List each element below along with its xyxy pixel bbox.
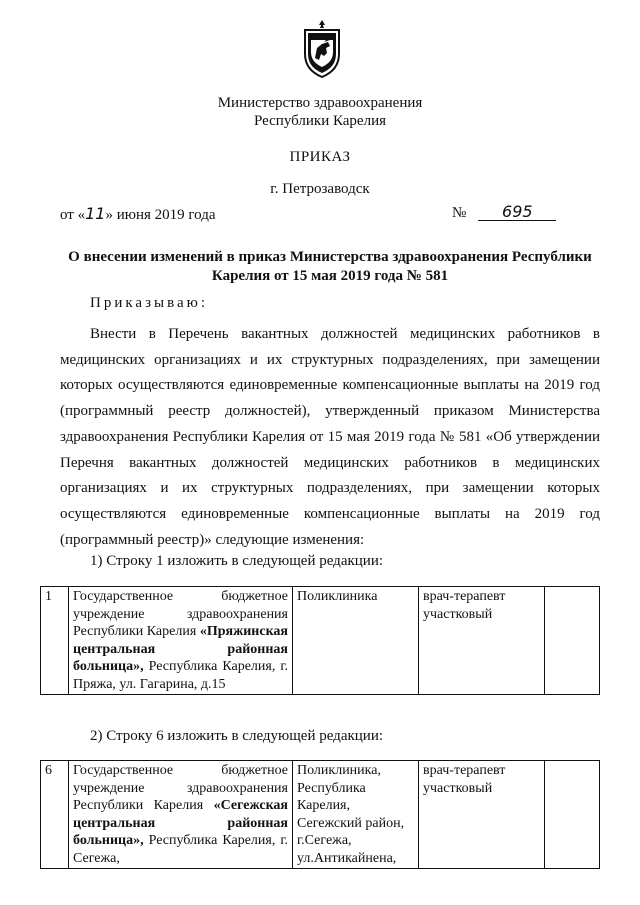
table-row bbox=[41, 587, 600, 695]
date-prefix: от « bbox=[60, 207, 86, 223]
document-type: ПРИКАЗ bbox=[289, 149, 351, 165]
number-label: № bbox=[452, 205, 467, 221]
heading-line1: О внесении изменений в приказ Министерства здравоохранения Республики bbox=[68, 249, 592, 265]
heading-line2: Карелия от 15 мая 2019 года № 581 bbox=[211, 268, 449, 284]
table-row-6 bbox=[40, 760, 600, 869]
extra-cell bbox=[545, 587, 600, 695]
table-row-1 bbox=[40, 586, 600, 695]
row-number: 6 bbox=[41, 761, 69, 869]
order-word: Приказываю: bbox=[90, 295, 208, 311]
document-date bbox=[60, 204, 216, 224]
org-prefix: Государственное бюджетное учреждение здравоохранения Республики Карелия bbox=[73, 763, 288, 813]
ministry-name bbox=[0, 94, 640, 130]
date-day: 11 bbox=[85, 204, 106, 223]
main-paragraph: Внести в Перечень вакантных должностей медицинских работников в медицинских организациях и их структурных подразделениях, при замещении которых осуществляются единовременные компенсационные выплаты на 2019 год (программный реестр должностей), утвержденный приказом Министерства здравоохранения Республики Карелия от 15 мая 2019 года № 581 «Об утверждении Перечня вакантных должностей медицинских работников в медицинских организациях и их структурных подразделениях, при замещении которых осуществляются единовременные компенсационные выплаты на 2019 год (программный реестр)» следующие изменения: bbox=[60, 326, 600, 548]
department-cell: Поликлиника, Республика Карелия, Сегежский район, г.Сегежа, ул.Антикайнена, bbox=[293, 761, 419, 869]
org-prefix: Государственное бюджетное учреждение здравоохранения Республики Карелия bbox=[73, 589, 288, 639]
city: г. Петрозаводск bbox=[270, 181, 370, 197]
org-name: «Сегежская центральная районная больница», bbox=[73, 798, 289, 848]
row-number: 1 bbox=[41, 587, 69, 695]
position-cell: врач-терапевт участковый bbox=[419, 587, 545, 695]
document-number bbox=[452, 204, 556, 222]
ministry-line1: Министерство здравоохранения bbox=[217, 95, 423, 111]
document-heading bbox=[60, 248, 600, 286]
table-row bbox=[41, 761, 600, 869]
ministry-line2: Республики Карелия bbox=[253, 113, 387, 129]
item-2-text: 2) Строку 6 изложить в следующей редакции: bbox=[90, 728, 384, 744]
item-1-text: 1) Строку 1 изложить в следующей редакции: bbox=[90, 553, 384, 569]
organization-cell bbox=[69, 761, 293, 869]
date-rest: » июня 2019 года bbox=[105, 207, 216, 223]
position-cell: врач-терапевт участковый bbox=[419, 761, 545, 869]
department-cell: Поликлиника bbox=[293, 587, 419, 695]
organization-cell bbox=[69, 587, 293, 695]
org-name: «Пряжинская центральная районная больница», bbox=[73, 624, 289, 674]
number-value: 695 bbox=[478, 204, 556, 221]
karelia-coat-of-arms-icon bbox=[302, 20, 342, 78]
org-address: Республика Карелия, г. Пряжа, ул. Гагарина, д.15 bbox=[73, 659, 288, 692]
org-address: Республика Карелия, г. Сегежа, bbox=[73, 833, 288, 866]
extra-cell bbox=[545, 761, 600, 869]
